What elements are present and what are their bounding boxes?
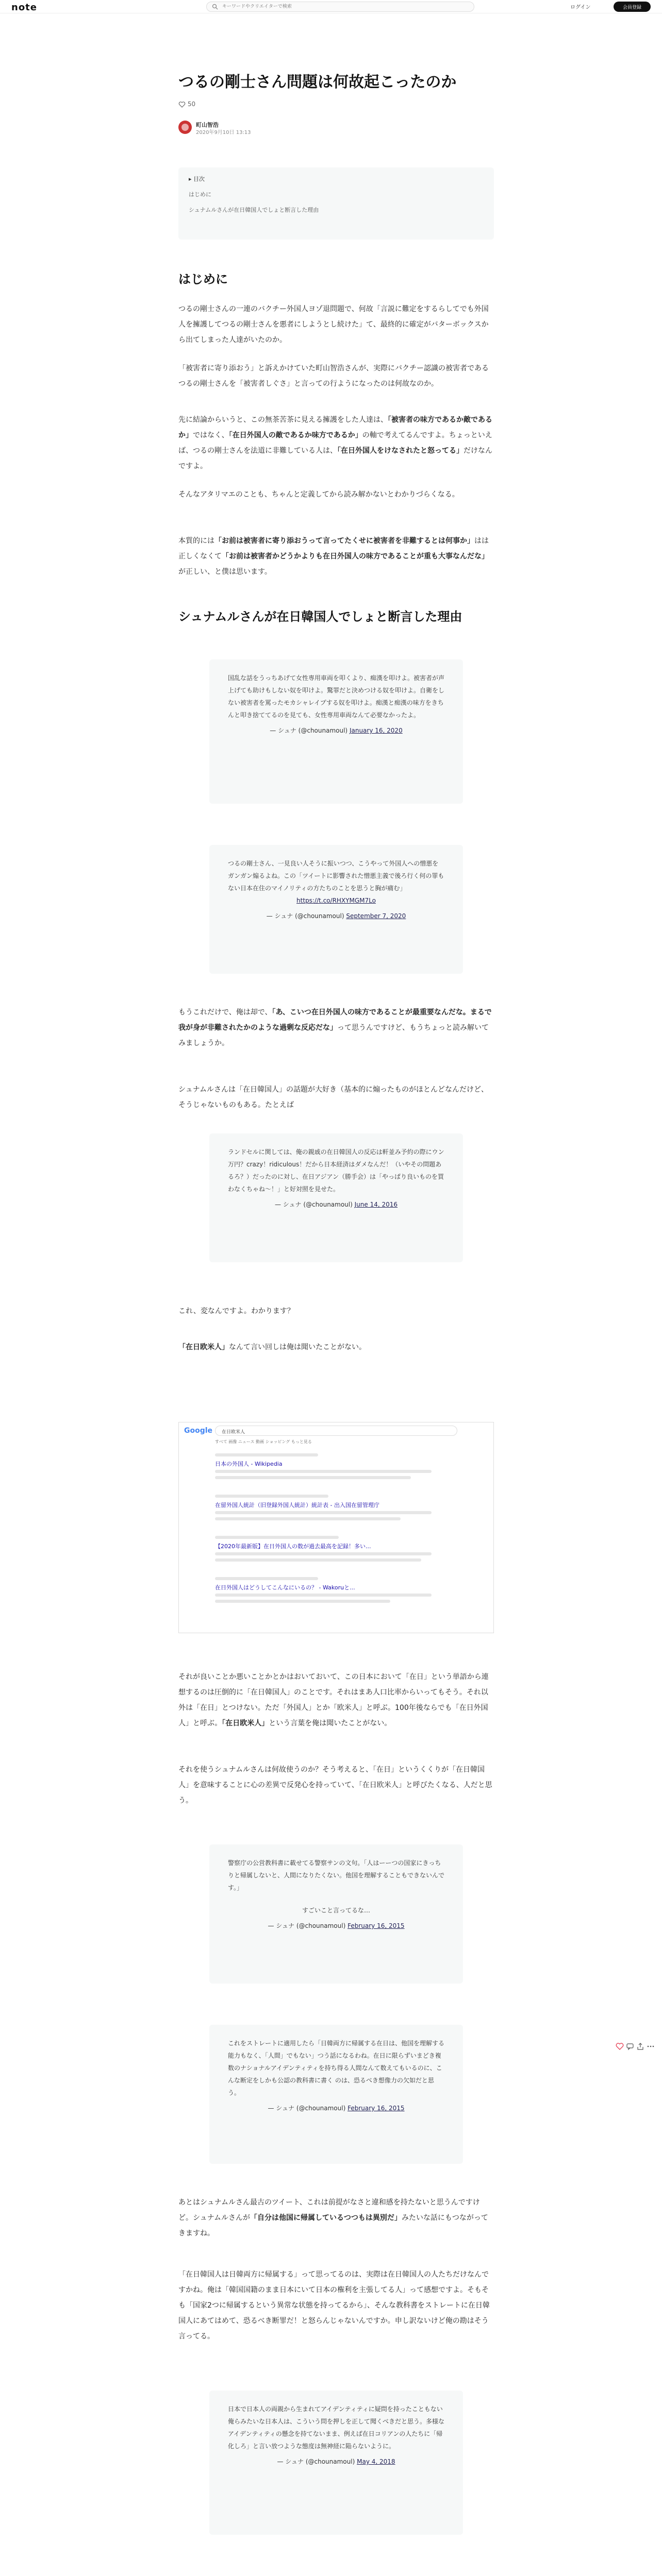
tweet-date-link[interactable]: February 16, 2015 (347, 1922, 405, 1929)
site-header (0, 0, 662, 13)
share-icon[interactable] (636, 2042, 644, 2050)
toc-heading[interactable]: ▸ 目次 (189, 176, 205, 182)
ss-result-title: 在留外国人統計（旧登録外国人統計）統計表 - 出入国在留管理庁 (215, 1502, 379, 1509)
note-logo[interactable]: note (11, 2, 37, 13)
ss-tabs: すべて 画像 ニュース 動画 ショッピング もっと見る (215, 1439, 312, 1444)
floating-actions (616, 2040, 657, 2053)
toc-item[interactable]: はじめに (189, 191, 211, 198)
ss-line (215, 1536, 339, 1539)
tweet-text: つるの剛士さん、一見良い人そうに振いつつ、こうやって外国人への憎悪をガンガン煽るよね。この「ツイートに影響された憎悪主義で後ろ行く何の罪もない日本在住のマイノリティの方たちのことを思うと胸が痛む」 (228, 860, 444, 892)
ss-search-bar: 在日欧米人 (215, 1426, 457, 1436)
tweet-signature: — シュナ (@chounamoul) May 4, 2018 (277, 2458, 395, 2465)
google-logo: Google (184, 1427, 213, 1435)
paragraph: 「在日欧米人」なんて言い回しは俺は聞いたことがない。 (178, 1343, 366, 1351)
like-row[interactable] (178, 100, 195, 108)
paragraph: あとはシュナムルさん最古のツイート、これは前提がなさと違和感を持たないと思うんですけど。シュナムルさんが「自分は他国に帰属しているつつもは異別だ」みたいな話にもつながってきますね。 (178, 2198, 488, 2238)
paragraph: これ、変なんですよ。わかります？ (178, 1307, 294, 1315)
tweet-signature: — シュナ (@chounamoul) June 14, 2016 (274, 1201, 398, 1208)
toc-item[interactable]: シュナムルさんが在日韓国人でしょと断言した理由 (189, 207, 319, 213)
more-icon[interactable] (647, 2042, 655, 2050)
tweet-date-link[interactable]: June 14, 2016 (354, 1201, 398, 1208)
login-button[interactable]: ログイン (570, 3, 591, 10)
ss-line (215, 1558, 421, 1562)
tweet-date-link[interactable]: January 16, 2020 (349, 727, 403, 734)
paragraph: つるの剛士さんの一連のバクチー外国人ヨゾ退問題で、何故「言説に難定をするらしてでも外国人を擁護してつるの剛士さんを悪者にしようとし続けた」て、最終的に確定がバターボックスから出てしまった人達がいたのか。 (178, 305, 489, 344)
table-of-contents (178, 167, 494, 240)
tweet-text: 国乱な話をうっちあげて女性専用車両を叩くより、痴漢を叩けよ。被害者が声上げても助けもしない奴を叩けよ。驚罪だと決めつける奴を叩けよ。自衛をしない被害者を罵ったモカシャレイプする奴を叩けよ。痴漢と痴漢の味方をきちんと叩き捨ててるのを見ても、女性専用車両なんて必要なかったよ。 (228, 674, 445, 719)
search-box[interactable] (206, 2, 474, 12)
ss-line (215, 1577, 318, 1580)
tweet-text: すごいこと言ってるな… (302, 1907, 370, 1914)
tweet-embed (209, 1133, 463, 1262)
tweet-signature: — シュナ (@chounamoul) February 16, 2015 (268, 1922, 405, 1929)
tweet-date-link[interactable]: May 4, 2018 (357, 2458, 395, 2465)
ss-line (215, 1476, 411, 1479)
paragraph: そんなアタリマエのことも、ちゃんと定義してから読み解かないとわかりづらくなる。 (178, 490, 459, 499)
ss-result-title: 日本の外国人 - Wikipedia (215, 1461, 283, 1467)
ss-line (215, 1552, 432, 1555)
tweet-signature: — シュナ (@chounamoul) February 16, 2015 (268, 2105, 405, 2112)
tweet-text: 警察庁の公営教科書に載せてる警察サンの文句。「人はーーつの国家にきっちりと帰属しないと、人間になりたくない。他国を理解することもできないんです。」 (228, 1859, 445, 1891)
ss-result-title: 【2020年最新版】在日外国人の数が過去最高を記録！多い... (215, 1543, 371, 1550)
paragraph: 本質的には「お前は被害者に寄り添おうって言ってたくせに被害者を非難するとは何事か」はは正しくなくて「お前は被害者かどうかよりも在日外国人の味方であることが重も大事なんだな」が正しい、と僕は思います。 (178, 537, 489, 576)
tweet-date-link[interactable]: September 7, 2020 (346, 912, 406, 920)
heart-icon[interactable] (178, 101, 186, 108)
tweet-signature: — シュナ (@chounamoul) January 16, 2020 (270, 727, 403, 734)
paragraph: 「被害者に寄り添おう」と訴えかけていた町山智浩さんが、実際にバクチー認識の被害者であるつるの剛士さんを「被害者しぐさ」と言っての行ようになったのは何故なのか。 (178, 364, 489, 388)
tweet-text: 日本で日本人の両親から生まれてアイデンティティに疑問を持ったこともない俺らみたいな日本人は、こういう問を押しを正して聞くべきだと思う。多様なアイデンティティの懸念を持てないまま、例えば在日コリアンの人たちに「帰化しろ」と言い放つような態度は無神経に陥らないように。 (228, 2405, 445, 2450)
like-count: 50 (187, 100, 196, 108)
author-name[interactable]: 町山智浩 (196, 122, 219, 128)
paragraph: それを使うシュナムルさんは何故使うのか？そう考えると、「在日」というくくりが「在日韓国人」を意味することに心の差異で反発心を持っていて、「在日欧米人」と呼びたくなる、人だと思う。 (178, 1766, 492, 1805)
paragraph: シュナムルさんは「在日韓国人」の話題が大好き（基本的に煽ったものがほとんどなんだけど、そうじゃないものもある。たとえば (178, 1086, 489, 1109)
tweet-embed (209, 2025, 463, 2164)
signup-button[interactable]: 会員登録 (614, 2, 651, 12)
section-heading-reason: シュナムルさんが在日韓国人でしょと断言した理由 (178, 609, 462, 624)
search-input[interactable] (222, 3, 470, 11)
ss-line (215, 1495, 328, 1498)
paragraph: もうこれだけで、俺は却で、「あ、こいつ在日外国人の味方であることが最重要なんだな。まるで我が身が非難されたかのような過剰な反応だな」って思うんですけど、もうちょっと読み解いてみましょうか。 (178, 1008, 492, 1047)
ss-line (215, 1594, 432, 1597)
tweet-text: ランドセルに関しては、俺の親戚の在日韓国人の反応は軒並み予約の際にウン万円？crazy！ridiculous！だから日本経済はダメなんだ！（いやその問題あるろ？）だったのに対し、在日アジアン（勝手会）は「やっぱり良いものを買わなくちゃね〜！」と好対照を見せた。 (228, 1148, 444, 1193)
comment-icon[interactable] (626, 2042, 634, 2050)
ss-line (215, 1511, 432, 1514)
publish-date: 2020年9月10日 13:13 (196, 130, 251, 135)
tweet-embed (209, 659, 463, 804)
ss-line (215, 1517, 401, 1520)
tweet-embed (209, 2391, 463, 2535)
article-title: つるの剛士さん問題は何故起こったのか (178, 73, 457, 91)
ss-result-title: 在日外国人はどうしてこんなにいるの？ - Wakoruと... (215, 1584, 355, 1591)
ss-line (215, 1600, 390, 1603)
section-heading-intro: はじめに (178, 272, 228, 286)
tweet-embed (209, 1844, 463, 1984)
like-heart-icon[interactable] (616, 2042, 624, 2050)
tweet-signature: — シュナ (@chounamoul) September 7, 2020 (266, 912, 406, 920)
ss-line (215, 1453, 318, 1456)
paragraph: 先に結論からいうと、この無茶苦茶に見える擁護をした人達は、「被害者の味方であるか敵であるか」ではなく、「在日外国人の敵であるか味方であるか」の軸で考えてるんですよ。ちょっといえば、つるの剛士さんを法道に非難している人は、「在日外国人をけなされたと怒ってる」だけなんですよ。 (178, 416, 492, 470)
tweet-link[interactable]: https://t.co/RHXYMGM7Lo (296, 897, 376, 904)
ss-line (215, 1470, 432, 1473)
paragraph: それが良いことか悪いことかとかはおいておいて、この日本において「在日」という単語から連想するのは圧倒的に「在日韓国人」のことです。それはまあ人口比率からいってもそう。それ以外は「在日」とつけない。ただ「外国人」とか「欧米人」と呼ぶ。100年後ならでも「在日外国人」と呼ぶ。「在日欧米人」という言葉を俺は聞いたことがない。 (178, 1673, 489, 1727)
tweet-date-link[interactable]: February 16, 2015 (347, 2105, 405, 2112)
search-result-screenshot (178, 1422, 494, 1633)
paragraph: 「在日韓国人は日韓両方に帰属する」って思ってるのは、実際は在日韓国人の人たちだけなんですかね。俺は「韓国国籍のまま日本にいて日本の権利を主張してる人」って感想ですよ。そもそも「国家2つに帰属するという異常な状態を持ってるから」、そんな教科書をストレートに在日韓国人にあてはめて、恐るべき断罪だ！と怒らんじゃないんですか。申し訳ないけど俺の勘はそう言ってる。 (178, 2270, 490, 2341)
tweet-embed (209, 845, 463, 974)
author-avatar[interactable] (178, 121, 192, 134)
search-icon (212, 4, 218, 10)
tweet-text: これをストレートに適用したら「日韓両方に帰属する在日は、他国を理解する能力もなく、「人間」でもない」つう話になるわね。在日に限らずいまどき複数のナショナルアイデンティティを持ち得る人間なんて数えてもいるのに、こんな断定をしかも公認の教科書に書く のは、恐るべき想像力の欠如だと思う。 (228, 2040, 445, 2096)
